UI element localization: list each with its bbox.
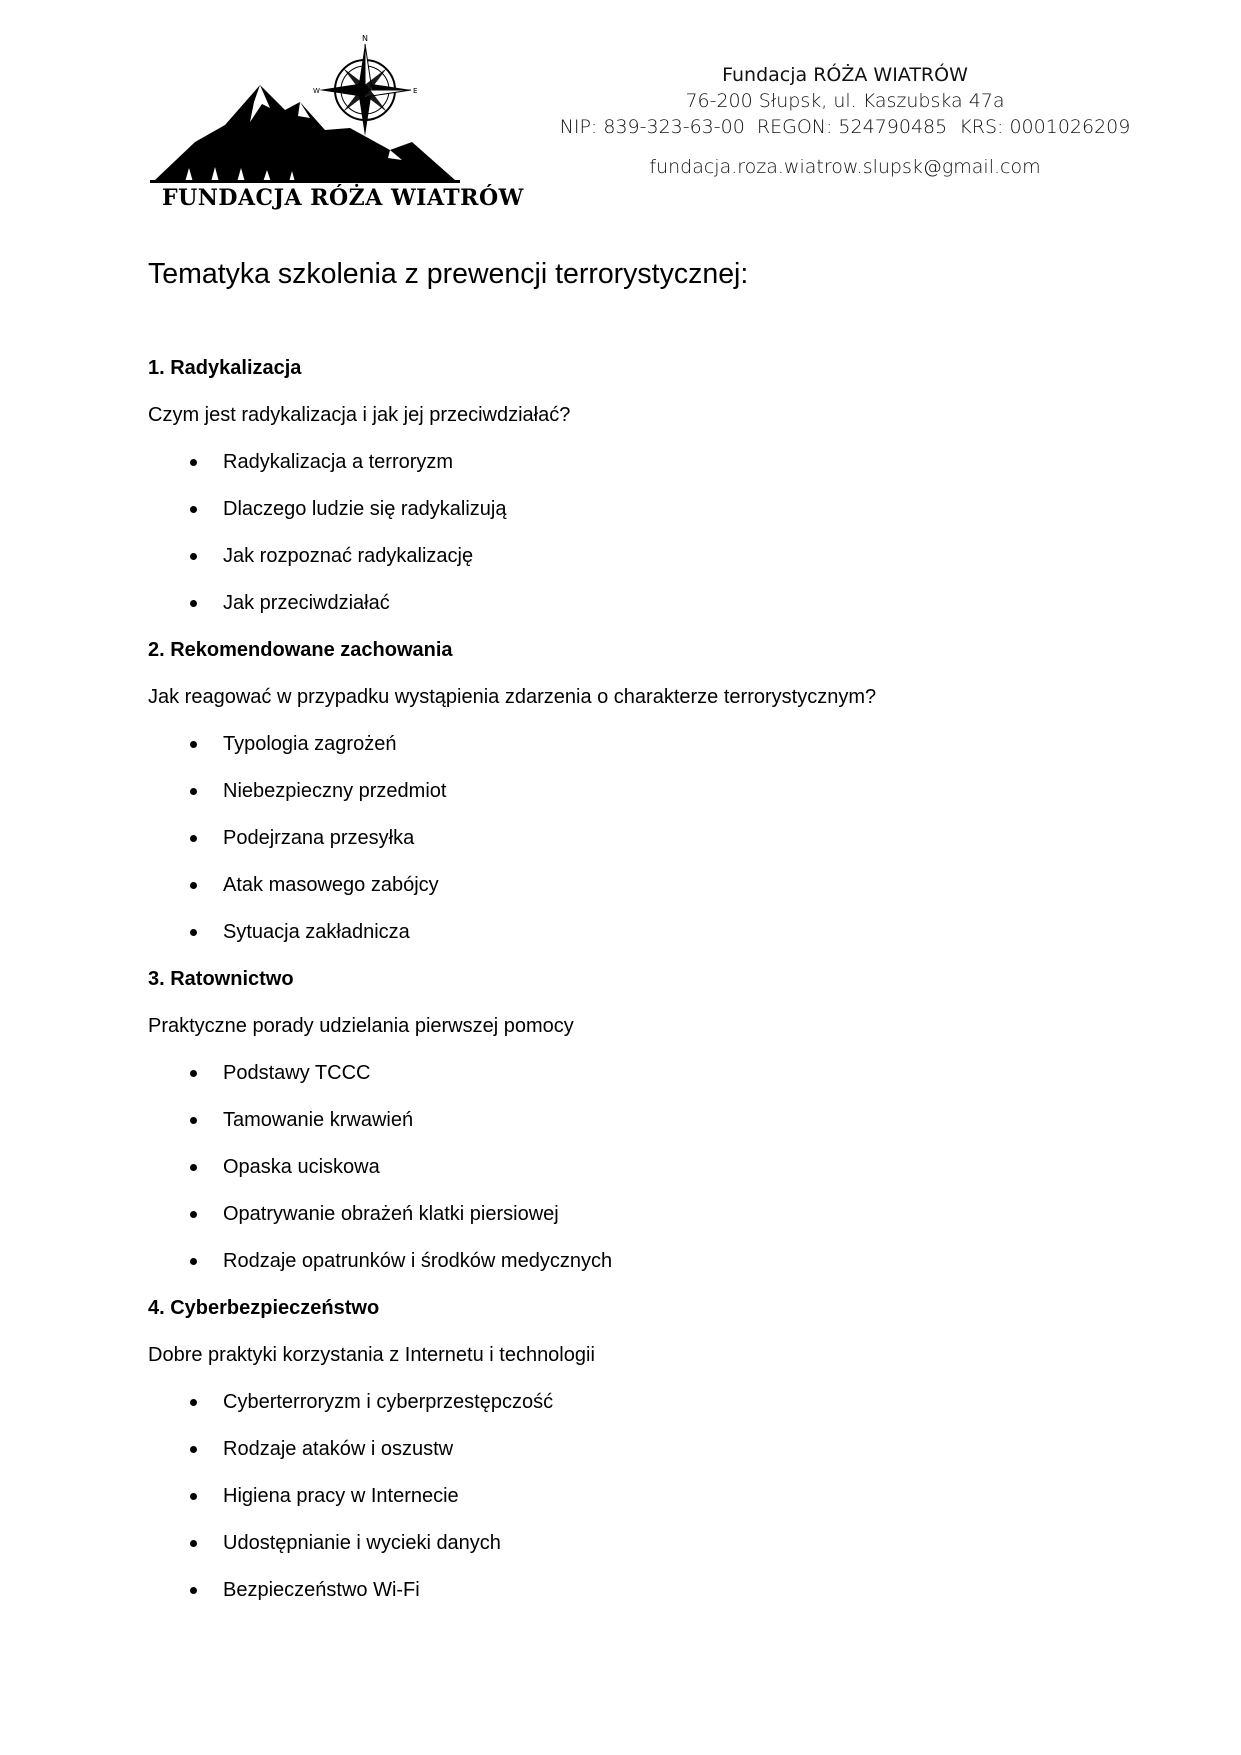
list-item-text: Radykalizacja a terroryzm	[223, 451, 454, 473]
document-title: Tematyka szkolenia z prewencji terrorystycznej:	[148, 258, 749, 290]
list-item	[148, 1389, 1148, 1436]
list-item-text: Podejrzana przesyłka	[223, 827, 415, 849]
bullet-icon	[190, 600, 197, 607]
organization-details	[520, 62, 1170, 180]
bullet-icon	[190, 1117, 197, 1124]
list-item	[148, 1530, 1148, 1577]
topic-list	[148, 449, 1148, 637]
list-item-text: Typologia zagrożeń	[223, 733, 397, 755]
list-item	[148, 1107, 1148, 1154]
section-intro: Dobre praktyki korzystania z Internetu i technologii	[148, 1344, 595, 1366]
section-cybersecurity	[148, 1295, 1148, 1624]
bullet-icon	[190, 788, 197, 795]
section-rescue	[148, 966, 1148, 1295]
bullet-icon	[190, 1070, 197, 1077]
list-item	[148, 1201, 1148, 1248]
section-intro: Jak reagować w przypadku wystąpienia zdarzenia o charakterze terrorystycznym?	[148, 686, 877, 708]
bullet-icon	[190, 882, 197, 889]
section-heading: 2. Rekomendowane zachowania	[148, 639, 453, 661]
topic-list	[148, 1389, 1148, 1624]
list-item	[148, 825, 1148, 872]
list-item-text: Niebezpieczny przedmiot	[223, 780, 447, 802]
bullet-icon	[190, 835, 197, 842]
section-radicalization	[148, 355, 1148, 637]
list-item	[148, 543, 1148, 590]
list-item-text: Opaska uciskowa	[223, 1156, 380, 1178]
bullet-icon	[190, 459, 197, 466]
list-item-text: Higiena pracy w Internecie	[223, 1485, 459, 1507]
list-item-text: Cyberterroryzm i cyberprzestępczość	[223, 1391, 554, 1413]
foundation-logo	[150, 30, 524, 220]
list-item-text: Tamowanie krwawień	[223, 1109, 414, 1131]
list-item-text: Rodzaje ataków i oszustw	[223, 1438, 454, 1460]
list-item	[148, 1436, 1148, 1483]
bullet-icon	[190, 1540, 197, 1547]
list-item	[148, 1154, 1148, 1201]
logo-wordmark: FUNDACJA RÓŻA WIATRÓW	[162, 185, 524, 211]
list-item	[148, 1248, 1148, 1295]
bullet-icon	[190, 1446, 197, 1453]
mountain-compass-logo-icon	[150, 30, 470, 190]
list-item-text: Dlaczego ludzie się radykalizują	[223, 498, 507, 520]
list-item	[148, 778, 1148, 825]
list-item	[148, 1577, 1148, 1624]
list-item-text: Rodzaje opatrunków i środków medycznych	[223, 1250, 613, 1272]
bullet-icon	[190, 1211, 197, 1218]
section-heading: 3. Ratownictwo	[148, 968, 294, 990]
bullet-icon	[190, 553, 197, 560]
list-item-text: Podstawy TCCC	[223, 1062, 371, 1084]
organization-address: 76-200 Słupsk, ul. Kaszubska 47a	[685, 90, 1005, 112]
list-item	[148, 1483, 1148, 1530]
list-item-text: Udostępnianie i wycieki danych	[223, 1532, 501, 1554]
bullet-icon	[190, 741, 197, 748]
list-item	[148, 919, 1148, 966]
list-item	[148, 449, 1148, 496]
bullet-icon	[190, 1493, 197, 1500]
list-item	[148, 590, 1148, 637]
section-intro: Praktyczne porady udzielania pierwszej pomocy	[148, 1015, 574, 1037]
bullet-icon	[190, 1164, 197, 1171]
list-item-text: Bezpieczeństwo Wi-Fi	[223, 1579, 420, 1601]
list-item	[148, 496, 1148, 543]
organization-email[interactable]: fundacja.roza.wiatrow.slupsk@gmail.com	[649, 156, 1041, 178]
organization-registry-numbers: NIP: 839-323-63-00 REGON: 524790485 KRS: 0001026209	[559, 116, 1131, 138]
bullet-icon	[190, 929, 197, 936]
svg-text:E: E	[413, 87, 418, 95]
list-item-text: Opatrywanie obrażeń klatki piersiowej	[223, 1203, 559, 1225]
section-recommended-behaviours	[148, 637, 1148, 966]
svg-text:N: N	[362, 34, 368, 43]
organization-name: Fundacja RÓŻA WIATRÓW	[722, 64, 968, 86]
topic-list	[148, 731, 1148, 966]
bullet-icon	[190, 1258, 197, 1265]
training-topics	[148, 355, 1148, 1624]
bullet-icon	[190, 1399, 197, 1406]
list-item	[148, 872, 1148, 919]
bullet-icon	[190, 1587, 197, 1594]
section-heading: 4. Cyberbezpieczeństwo	[148, 1297, 380, 1319]
list-item	[148, 1060, 1148, 1107]
list-item-text: Jak przeciwdziałać	[223, 592, 390, 614]
list-item	[148, 731, 1148, 778]
list-item-text: Atak masowego zabójcy	[223, 874, 439, 896]
topic-list	[148, 1060, 1148, 1295]
bullet-icon	[190, 506, 197, 513]
section-heading: 1. Radykalizacja	[148, 357, 302, 379]
list-item-text: Jak rozpoznać radykalizację	[223, 545, 474, 567]
svg-text:W: W	[313, 87, 320, 95]
list-item-text: Sytuacja zakładnicza	[223, 921, 410, 943]
section-intro: Czym jest radykalizacja i jak jej przeciwdziałać?	[148, 404, 571, 426]
